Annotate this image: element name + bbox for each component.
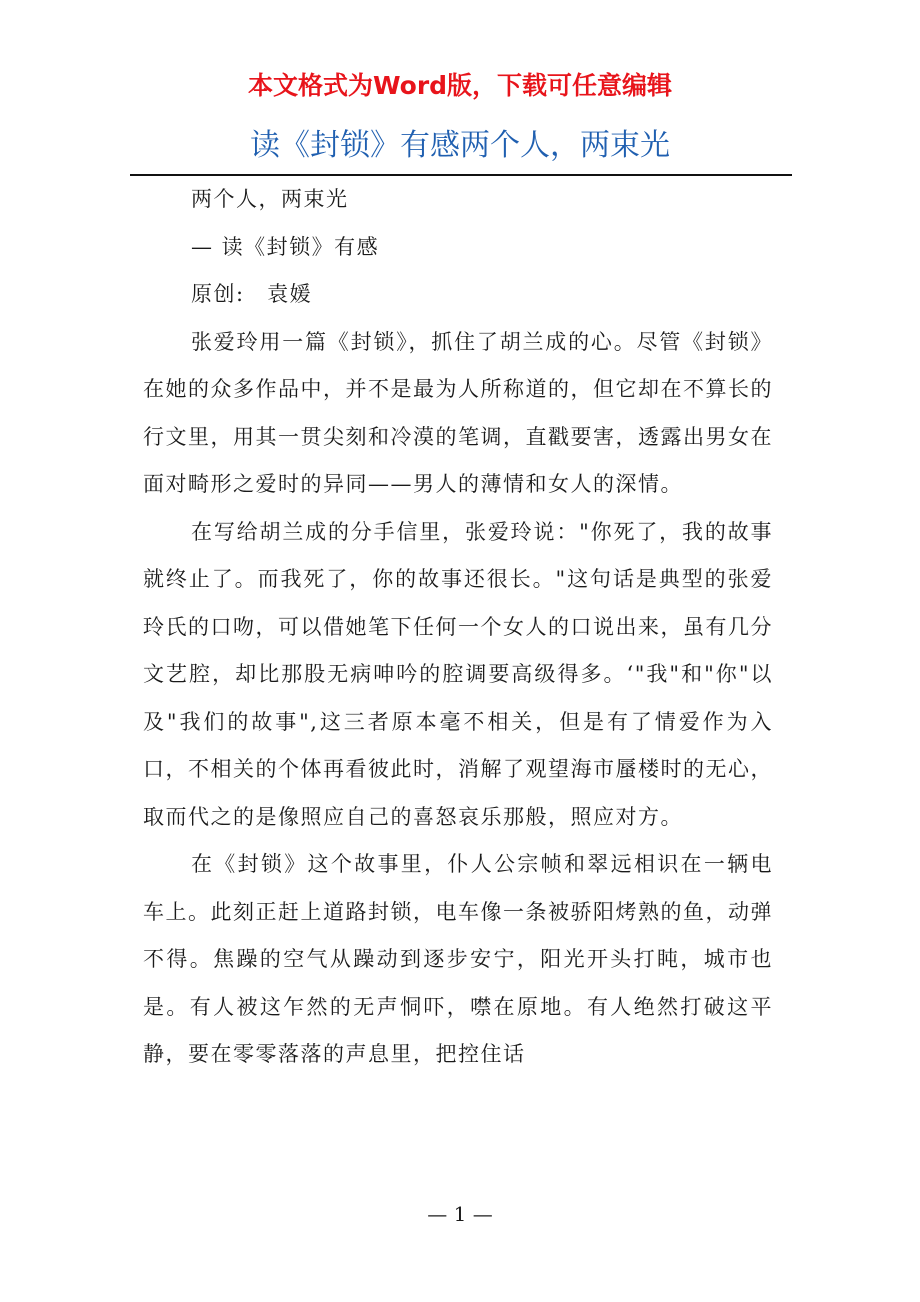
document-title: 读《封锁》有感两个人，两束光: [250, 128, 670, 163]
body-paragraph-3: 在《封锁》这个故事里，仆人公宗帧和翠远相识在一辆电车上。此刻正赶上道路封锁，电车像一条被骄阳烤熟的鱼，动弹不得。焦躁的空气从躁动到逐步安宁，阳光开头打盹，城市也是。有人被这乍然的无声恫吓，噤在原地。有人绝然打破这平静，要在零零落落的声息里，把控住话: [143, 852, 773, 1066]
format-notice: 本文格式为Word版，下载可任意编辑: [247, 71, 673, 100]
document-body: [143, 176, 773, 1079]
essay-subtitle-line: — 读《封锁》有感: [191, 234, 380, 259]
body-paragraph-1: 张爱玲用一篇《封锁》，抓住了胡兰成的心。尽管《封锁》在她的众多作品中，并不是最为人所称道的，但它却在不算长的行文里，用其一贯尖刻和冷漠的笔调，直戳要害，透露出男女在面对畸形之爱时的异同——男人的薄情和女人的深情。: [143, 329, 773, 496]
author-line: 原创: 袁媛: [191, 282, 313, 306]
essay-title-line: 两个人，两束光: [191, 187, 349, 211]
body-paragraph-2: 在写给胡兰成的分手信里，张爱玲说："你死了，我的故事就终止了。而我死了，你的故事还很长。"这句话是典型的张爱玲氏的口吻，可以借她笔下任何一个女人的口说出来，虽有几分文艺腔，却比那股无病呻吟的腔调要高级得多。‘"我"和"你"以及"我们的故事",这三者原本毫不相关，但是有了情爱作为入口，不相关的个体再看彼此时，消解了观望海市蜃楼时的无心，取而代之的是像照应自己的喜怒哀乐那般，照应对方。: [143, 519, 773, 829]
page-number: — 1 —: [427, 1202, 493, 1226]
